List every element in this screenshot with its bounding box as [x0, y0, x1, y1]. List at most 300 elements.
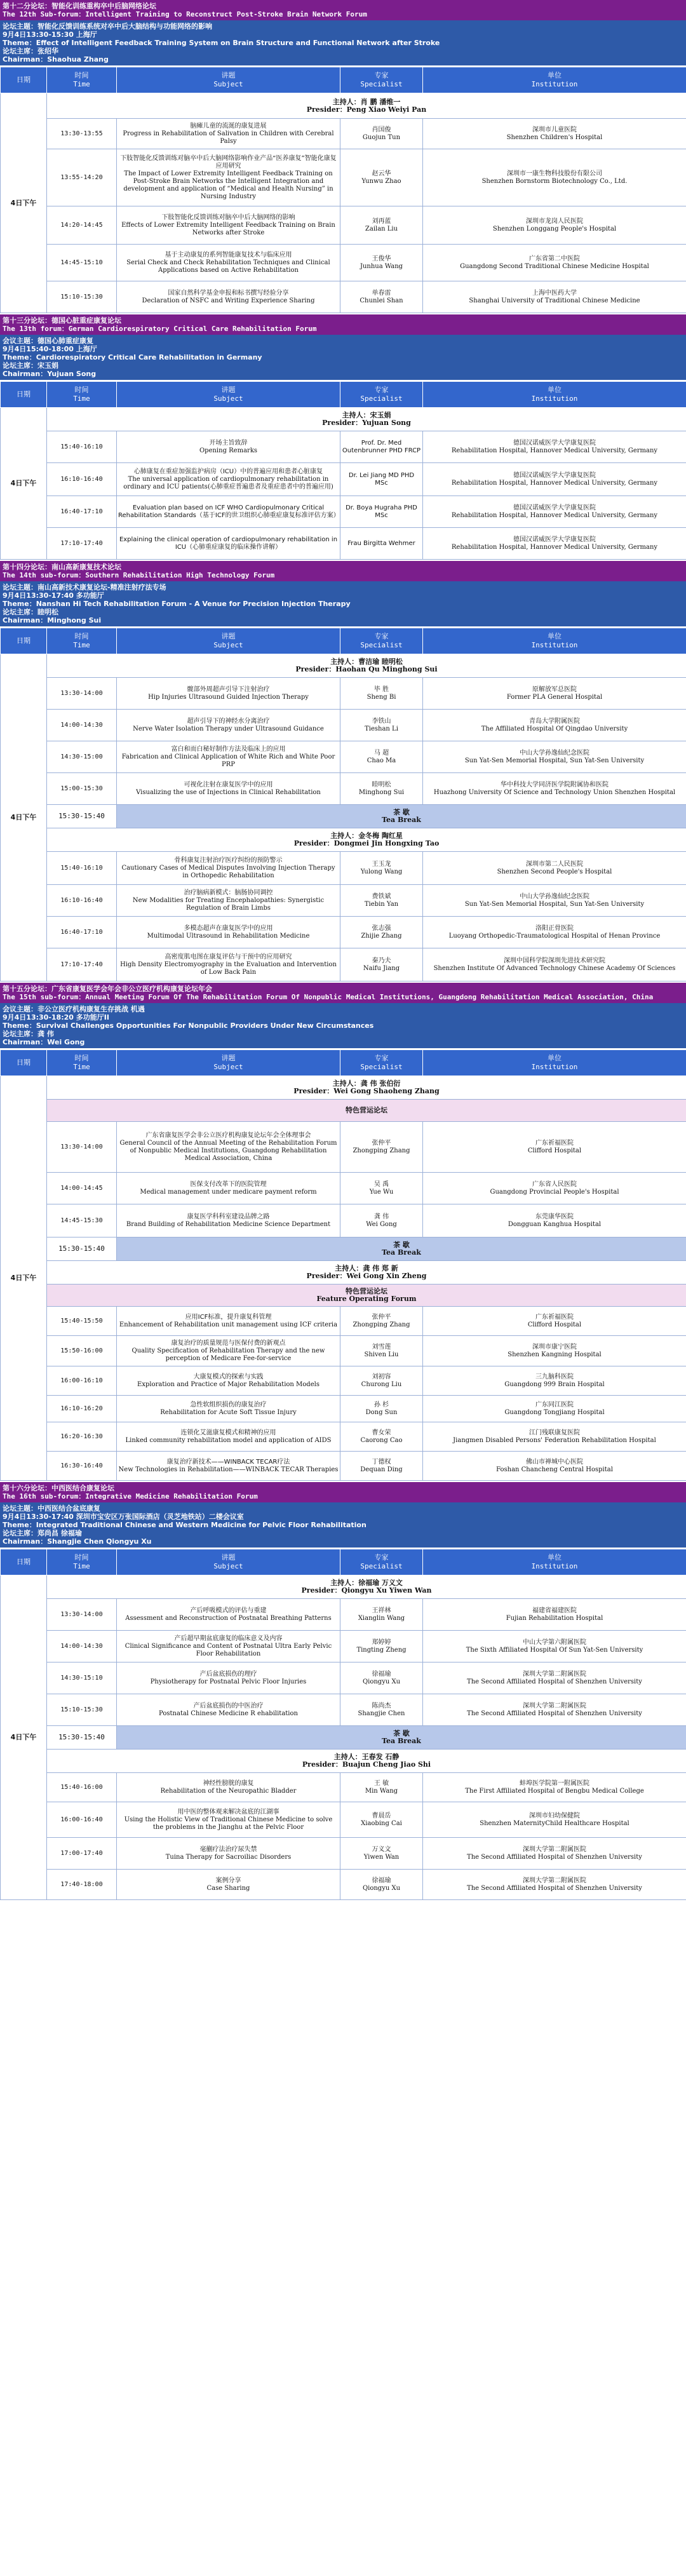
forum-title-cn: 第十六分论坛：中西医结合康复论坛 — [3, 1484, 114, 1492]
header-specialist-en: Specialist — [360, 1063, 403, 1071]
forum-title-en: The 15th sub-forum：Annual Meeting Forum Of The Rehabilitation Forum Of Nonpublic Medical Institutions, Guangdong Rehabilitation Medical Association, China — [3, 993, 654, 1001]
header-institution — [423, 628, 686, 654]
institution-cell-cn: 深圳大学第二附属医院 — [523, 1877, 586, 1884]
subject-cell-en: Opening Remarks — [199, 447, 258, 454]
time-cell: 14:30-15:10 — [47, 1662, 117, 1694]
institution-cell-en: Shenzhen Second People's Hospital — [497, 868, 612, 875]
subject-cell-cn: 康复治疗新技术——WINBACK TECAR疗法 — [166, 1458, 290, 1466]
institution-cell-en: Clifford Hospital — [527, 1321, 582, 1328]
subject-cell-en: General Council of the Annual Meeting of the Rehabilitation Forum of Nonpublic Medical Institutions, Guangdong Rehabilitation Medical Association, China — [119, 1139, 337, 1162]
cell-en: Tea Break — [382, 1248, 421, 1257]
subject-cell — [117, 773, 340, 805]
forum-info-line: Chairman：Shangjie Chen Qiongyu Xu — [3, 1537, 152, 1546]
subject-cell-en: New Technologies in Rehabilitation——WINBACK TECAR Therapies — [118, 1466, 339, 1473]
specialist-cell — [340, 917, 423, 948]
subject-cell-en: Effects of Lower Extremity Intelligent Feedback Training on Brain Networks after Stroke — [121, 221, 335, 236]
table-header-row — [1, 1050, 686, 1076]
cell-en: Presider：Wei Gong Shaoheng Zhang — [293, 1087, 440, 1095]
institution-cell — [423, 1694, 686, 1726]
cell-cn: 主持人：曹洁瑜 睦明松 — [330, 657, 403, 666]
forum-info-line: 论坛主题：中西医结合盆底康复 — [3, 1504, 100, 1513]
subject-cell-cn: 案例分享 — [215, 1877, 241, 1884]
specialist-cell-cn: 王玉龙 — [372, 860, 391, 868]
institution-cell-en: The Second Affiliated Hospital of Shenzhen University — [467, 1678, 642, 1685]
forum-title-en: The 16th sub-forum：Integrative Medicine Rehabilitation Forum — [3, 1492, 258, 1500]
presider-row — [1, 408, 686, 431]
institution-cell — [423, 773, 686, 805]
header-specialist-cn: 专家 — [374, 71, 389, 79]
header-time-cn: 时间 — [74, 386, 89, 394]
subject-cell — [117, 431, 340, 463]
specialist-cell-en: Wei Gong — [366, 1220, 397, 1228]
time-cell: 15:30-15:40 — [47, 805, 117, 828]
institution-cell-cn: 福建省福建医院 — [532, 1607, 577, 1614]
time-cell: 13:30-14:00 — [47, 678, 117, 710]
forum-info-line: Chairman：Shaohua Zhang — [3, 55, 109, 64]
session-row — [1, 119, 686, 149]
forum-info-line: 9月4日13:30-18:20 多功能厅II — [3, 1013, 109, 1022]
header-institution-en: Institution — [531, 80, 578, 88]
specialist-cell-cn: 赵云华 — [372, 170, 391, 177]
schedule-table — [0, 381, 686, 560]
subject-cell — [117, 1802, 340, 1838]
time-cell: 16:40-17:10 — [47, 917, 117, 948]
header-subject-cn: 讲题 — [221, 1054, 236, 1062]
specialist-cell-cn: 孙 杉 — [373, 1401, 389, 1408]
specialist-cell — [340, 1122, 423, 1173]
time-cell: 17:00-17:40 — [47, 1838, 117, 1870]
session-row — [1, 1173, 686, 1204]
institution-cell-en: Clifford Hospital — [527, 1147, 582, 1154]
cell-cn: 特色营运论坛 — [346, 1106, 387, 1114]
specialist-cell-en: Xianglin Wang — [358, 1614, 405, 1622]
presider-cell — [47, 408, 686, 431]
forum-info-line: 会议主题：德国心肺重症康复 — [3, 337, 93, 345]
date-cell: 4日下午 — [1, 408, 47, 560]
time-cell: 15:40-15:50 — [47, 1307, 117, 1336]
institution-cell-cn: 深圳市妇幼保健院 — [529, 1812, 580, 1819]
session-row — [1, 1422, 686, 1452]
header-subject — [117, 628, 340, 654]
specialist-cell-en: Dequan Ding — [360, 1466, 403, 1473]
time-cell: 14:20-14:45 — [47, 206, 117, 245]
forum-section — [0, 0, 686, 314]
specialist-cell — [340, 1307, 423, 1336]
presider-row — [1, 1261, 686, 1285]
specialist-cell-cn: 费铁斌 — [372, 893, 391, 900]
subject-cell-en: Visualizing the use of Injections in Clinical Rehabilitation — [136, 788, 321, 796]
forum-info-block — [0, 1502, 686, 1548]
time-cell: 15:10-15:30 — [47, 1694, 117, 1726]
header-institution — [423, 1549, 686, 1575]
header-specialist — [340, 382, 423, 408]
institution-cell-en: Shenzhen Institute Of Advanced Technology Chinese Academy Of Sciences — [433, 964, 676, 972]
time-cell: 16:30-16:40 — [47, 1452, 117, 1481]
session-row — [1, 281, 686, 313]
header-subject-en: Subject — [213, 394, 243, 403]
specialist-cell-cn: 张仲平 — [372, 1139, 391, 1147]
subject-cell-cn: 心肺康复在重症加强监护病房（ICU）中的普遍应用和患者心脏康复 — [133, 468, 323, 475]
specialist-cell — [340, 149, 423, 206]
institution-cell — [423, 1452, 686, 1481]
subject-cell-en: Rehabilitation for Acute Soft Tissue Injury — [160, 1408, 297, 1416]
specialist-cell-en: Qiongyu Xu — [362, 1678, 401, 1685]
specialist-cell — [340, 496, 423, 528]
cell-cn: 茶 歇 — [393, 808, 410, 816]
forum-info-line: 9月4日13:30-17:40 深圳市宝安区万张国际酒店（灵芝地铁站）二楼会议室 — [3, 1513, 244, 1521]
specialist-cell — [340, 1173, 423, 1204]
session-row — [1, 1773, 686, 1802]
specialist-cell-en: Yue Wu — [369, 1188, 394, 1196]
institution-cell-cn: 深圳市康宁医院 — [532, 1343, 577, 1351]
schedule-table — [0, 1049, 686, 1481]
institution-cell-cn: 青岛大学附属医院 — [529, 717, 580, 725]
subject-cell-cn: 开场主旨致辞 — [209, 439, 248, 447]
specialist-cell — [340, 1452, 423, 1481]
specialist-cell-cn: 曹女荣 — [372, 1429, 391, 1436]
subject-cell — [117, 463, 340, 496]
cell-en: Presider：Qiongyu Xu Yiwen Wan — [301, 1586, 432, 1595]
presider-cell — [47, 654, 686, 678]
tea-break-cell — [117, 1726, 686, 1750]
institution-cell-cn: 德国汉诺威医学大学康复医院 — [513, 471, 596, 479]
time-cell: 16:10-16:40 — [47, 885, 117, 917]
session-row — [1, 852, 686, 885]
session-row — [1, 496, 686, 528]
time-cell: 15:10-15:30 — [47, 281, 117, 313]
subject-cell — [117, 678, 340, 710]
subject-cell — [117, 1773, 340, 1802]
date-cell: 4日下午 — [1, 93, 47, 313]
institution-cell — [423, 1366, 686, 1396]
institution-cell-cn: 中山大学孙逸仙纪念医院 — [520, 893, 589, 900]
time-cell: 17:10-17:40 — [47, 528, 117, 560]
feature-row — [1, 1285, 686, 1307]
header-subject-en: Subject — [213, 80, 243, 88]
specialist-cell-en: Churong Liu — [361, 1380, 402, 1388]
specialist-cell — [340, 206, 423, 245]
session-row — [1, 917, 686, 948]
cell-en: Tea Break — [382, 816, 421, 824]
forum-title-band — [0, 1482, 686, 1502]
time-cell: 14:30-15:00 — [47, 741, 117, 773]
forum-section — [0, 983, 686, 1482]
header-institution — [423, 1050, 686, 1076]
institution-cell-cn: 洛阳正骨医院 — [535, 924, 574, 932]
header-subject — [117, 382, 340, 408]
header-subject-cn: 讲题 — [221, 386, 236, 394]
cell-en: Presider：Peng Xiao Weiyi Pan — [306, 105, 427, 114]
subject-cell-en: Using the Holistic View of Traditional Chinese Medicine to solve the problems in the Jianghu at the Pelvic Floor — [124, 1816, 333, 1831]
specialist-cell — [340, 1802, 423, 1838]
time-cell: 16:00-16:40 — [47, 1802, 117, 1838]
header-time — [47, 1050, 117, 1076]
header-specialist — [340, 1549, 423, 1575]
institution-cell-en: Guangdong Tongjiang Hospital — [504, 1408, 605, 1416]
presider-row — [1, 1575, 686, 1599]
header-time-en: Time — [73, 1063, 90, 1071]
specialist-cell — [340, 1662, 423, 1694]
specialist-cell — [340, 431, 423, 463]
institution-cell-cn: 深圳中国科学院深圳先进技术研究院 — [504, 957, 605, 964]
institution-cell-en: Luoyang Orthopedic-Traumatological Hospital of Henan Province — [448, 932, 661, 940]
presider-cell — [47, 1261, 686, 1285]
forum-title-band — [0, 314, 686, 335]
forum-title-band — [0, 561, 686, 581]
specialist-cell — [340, 710, 423, 741]
cell-en: Presider：Haohan Qu Minghong Sui — [295, 665, 438, 673]
specialist-cell-en: Zailan Liu — [365, 225, 398, 233]
cell-cn: 主持人：龚 伟 张伯衍 — [332, 1079, 401, 1088]
subject-cell-en: Declaration of NSFC and Writing Experience Sharing — [142, 297, 315, 304]
time-cell: 17:10-17:40 — [47, 948, 117, 981]
presider-row — [1, 654, 686, 678]
header-institution-en: Institution — [531, 1063, 578, 1071]
presider-row — [1, 828, 686, 852]
header-subject — [117, 1050, 340, 1076]
specialist-cell — [340, 1838, 423, 1870]
specialist-cell-en: Junhua Wang — [360, 262, 403, 270]
specialist-cell-cn: 张志强 — [372, 924, 391, 932]
cell-en: Tea Break — [382, 1737, 421, 1745]
specialist-cell-cn: 徐福瑜 — [372, 1877, 391, 1884]
specialist-cell-cn: 龚 伟 — [373, 1213, 389, 1220]
header-time-en: Time — [73, 80, 90, 88]
presider-row — [1, 1750, 686, 1773]
subject-cell-en: Tuina Therapy for Sacroiliac Disorders — [165, 1853, 292, 1861]
specialist-cell — [340, 1694, 423, 1726]
institution-cell — [423, 245, 686, 281]
subject-cell-cn: 应用ICF标准，提升康复科管理 — [185, 1313, 272, 1321]
cell-cn: 主持人：王春发 石静 — [333, 1753, 400, 1761]
institution-cell — [423, 1802, 686, 1838]
specialist-cell — [340, 678, 423, 710]
institution-cell — [423, 119, 686, 149]
institution-cell-cn: 深圳大学第二附属医院 — [523, 1670, 586, 1678]
institution-cell — [423, 1307, 686, 1336]
time-cell: 15:40-16:00 — [47, 1773, 117, 1802]
session-row — [1, 1631, 686, 1662]
specialist-cell-cn: 肖国俊 — [372, 126, 391, 133]
session-row — [1, 1366, 686, 1396]
schedule-table — [0, 1549, 686, 1900]
subject-cell-cn: 髋部外周超声引导下注射治疗 — [187, 685, 270, 693]
forum-info-line: 论坛主题：智能化反馈训练系统对卒中后大脑结构与功能网络的影响 — [3, 22, 212, 30]
subject-cell-en: Clinical Significance and Content of Postnatal Ultra Early Pelvic Floor Rehabilitation — [124, 1642, 332, 1657]
session-row — [1, 1336, 686, 1366]
institution-cell-cn: 江门残联康复医院 — [529, 1429, 580, 1436]
subject-cell-cn: 产后盆底损伤的理疗 — [199, 1670, 257, 1678]
specialist-cell-cn: Dr. Boya Hugraha PHD MSc — [346, 504, 417, 519]
institution-cell-en: Huazhong University Of Science and Technology Union Shenzhen Hospital — [433, 788, 676, 796]
institution-cell-en: Sun Yat-Sen Memorial Hospital, Sun Yat-Sen University — [464, 900, 645, 908]
specialist-cell-en: Zhongping Zhang — [353, 1147, 410, 1154]
institution-cell-cn: 深圳市儿童医院 — [532, 126, 577, 133]
specialist-cell — [340, 852, 423, 885]
presider-cell — [47, 828, 686, 852]
subject-cell-cn: 广东省康复医学会非公立医疗机构康复论坛年会全体理事会 — [145, 1131, 311, 1139]
time-cell: 17:40-18:00 — [47, 1870, 117, 1900]
specialist-cell-en: Tieshan Li — [365, 725, 398, 732]
subject-cell-cn: 毫蒯疗法治疗尿失禁 — [199, 1845, 257, 1853]
institution-cell-en: Foshan Chancheng Central Hospital — [496, 1466, 613, 1473]
subject-cell-en: High Density Electromyography in the Evaluation and Intervention of Low Back Pain — [120, 961, 337, 976]
header-date-cn: 日期 — [17, 1558, 30, 1566]
time-cell: 14:45-15:30 — [47, 1204, 117, 1237]
institution-cell — [423, 741, 686, 773]
specialist-cell-en: Caorong Cao — [360, 1436, 403, 1444]
subject-cell-en: Enhancement of Rehabilitation unit management using ICF criteria — [119, 1321, 338, 1328]
institution-cell-cn: 中山大学孙逸仙纪念医院 — [520, 749, 589, 757]
header-time-en: Time — [73, 641, 90, 649]
specialist-cell-cn: Frau Birgitta Wehmer — [347, 539, 415, 547]
institution-cell-en: The First Affiliated Hospital of Bengbu Medical College — [465, 1787, 644, 1795]
forum-info-line: Chairman：Wei Gong — [3, 1038, 85, 1046]
time-cell: 16:10-16:40 — [47, 463, 117, 496]
header-subject-en: Subject — [213, 641, 243, 649]
specialist-cell-en: Tiebin Yan — [364, 900, 399, 908]
session-row — [1, 741, 686, 773]
subject-cell-cn: 医保支付改革下的医院管理 — [190, 1180, 267, 1188]
time-cell: 15:30-15:40 — [47, 1237, 117, 1261]
institution-cell-en: Rehabilitation Hospital, Hannover Medical University, Germany — [451, 479, 658, 487]
presider-cell — [47, 1750, 686, 1773]
specialist-cell-en: Zhongping Zhang — [353, 1321, 410, 1328]
forum-title-en: The 13th forum：German Cardiorespiratory Critical Care Rehabilitation Forum — [3, 325, 317, 333]
session-row — [1, 1662, 686, 1694]
institution-cell-cn: 深圳大学第二附属医院 — [523, 1702, 586, 1709]
subject-cell-en: Quality Specification of Rehabilitation Therapy and the new perception of Medicare Fee-for-service — [131, 1347, 325, 1362]
subject-cell-cn: 神经性膀胱的康复 — [203, 1779, 254, 1787]
institution-cell-en: The Sixth Affiliated Hospital Of Sun Yat-Sen University — [466, 1646, 643, 1654]
subject-cell — [117, 1870, 340, 1900]
specialist-cell — [340, 1366, 423, 1396]
header-institution-en: Institution — [531, 1562, 578, 1570]
tea-break-cell — [117, 805, 686, 828]
time-cell: 13:55-14:20 — [47, 149, 117, 206]
header-time — [47, 382, 117, 408]
subject-cell — [117, 1173, 340, 1204]
institution-cell — [423, 496, 686, 528]
institution-cell-en: Shenzhen Longgang People's Hospital — [492, 225, 617, 233]
forum-section — [0, 1482, 686, 1901]
forum-title-band — [0, 983, 686, 1003]
header-date — [1, 1050, 47, 1076]
cell-en: Feature Operating Forum — [316, 1295, 417, 1303]
subject-cell — [117, 1631, 340, 1662]
session-row — [1, 1870, 686, 1900]
session-row — [1, 431, 686, 463]
cell-cn: 茶 歇 — [393, 1241, 410, 1249]
specialist-cell — [340, 1599, 423, 1631]
institution-cell-cn: 上海中医药大学 — [532, 289, 577, 297]
header-time-cn: 时间 — [74, 71, 89, 79]
subject-cell-cn: 基于主动康复的系列智能康复技术与临床应用 — [165, 251, 292, 259]
time-cell: 16:20-16:30 — [47, 1422, 117, 1452]
forum-title-cn: 第十四分论坛：南山高新康复技术论坛 — [3, 563, 121, 571]
forum-title-en: The 14th sub-forum：Southern Rehabilitation High Technology Forum — [3, 571, 275, 579]
forum-info-line: 论坛主席：宋玉娟 — [3, 361, 58, 370]
specialist-cell-cn: 马 超 — [373, 749, 389, 757]
institution-cell-cn: 深圳市第二人民医院 — [526, 860, 583, 868]
header-institution-en: Institution — [531, 641, 578, 649]
forum-info-line: Theme：Cardiorespiratory Critical Care Rehabilitation in Germany — [3, 353, 262, 361]
subject-cell — [117, 281, 340, 313]
institution-cell-cn: 德国汉诺威医学大学康复医院 — [513, 504, 596, 511]
tea-break-row — [1, 1726, 686, 1750]
specialist-cell — [340, 463, 423, 496]
institution-cell-cn: 原解放军总医院 — [532, 685, 577, 693]
subject-cell — [117, 1599, 340, 1631]
header-time — [47, 628, 117, 654]
specialist-cell — [340, 281, 423, 313]
subject-cell-en: Case Sharing — [206, 1884, 250, 1892]
institution-cell-cn: 广东省第二中医院 — [529, 255, 580, 262]
subject-cell — [117, 1366, 340, 1396]
specialist-cell-en: Yulong Wang — [360, 868, 403, 875]
institution-cell-cn: 德国汉诺威医学大学康复医院 — [513, 439, 596, 447]
subject-cell — [117, 528, 340, 560]
header-institution-cn: 单位 — [548, 71, 562, 79]
subject-cell-cn: 多模态超声在康复医学中的应用 — [184, 924, 273, 932]
header-specialist-en: Specialist — [360, 641, 403, 649]
time-cell: 14:45-15:10 — [47, 245, 117, 281]
subject-cell-cn: 急性软组织损伤的康复治疗 — [190, 1401, 267, 1408]
institution-cell-en: Rehabilitation Hospital, Hannover Medical University, Germany — [451, 447, 658, 454]
subject-cell — [117, 149, 340, 206]
header-specialist-cn: 专家 — [374, 386, 389, 394]
date-cell: 4日下午 — [1, 1575, 47, 1900]
institution-cell — [423, 1173, 686, 1204]
header-subject — [117, 1549, 340, 1575]
institution-cell-cn: 广东祈福医院 — [535, 1313, 574, 1321]
subject-cell-en: Nerve Water Isolation Therapy under Ultrasound Guidance — [133, 725, 324, 732]
cell-cn: 主持人：宋玉娟 — [342, 411, 391, 419]
date-cell: 4日下午 — [1, 654, 47, 981]
institution-cell — [423, 528, 686, 560]
subject-cell-en: Fabrication and Clinical Application of White Rich and White Poor PRP — [121, 753, 335, 768]
subject-cell-cn: 可视化注射在康复医学中的应用 — [184, 781, 273, 788]
institution-cell — [423, 463, 686, 496]
header-date — [1, 67, 47, 93]
time-cell: 16:00-16:10 — [47, 1366, 117, 1396]
specialist-cell-en: Qiongyu Xu — [362, 1884, 401, 1892]
header-specialist-cn: 专家 — [374, 632, 389, 640]
institution-cell — [423, 1838, 686, 1870]
institution-cell — [423, 1204, 686, 1237]
cell-en: Presider：Wei Gong Xin Zheng — [306, 1272, 427, 1280]
specialist-cell-en: Sheng Bi — [367, 693, 396, 701]
forum-title-cn: 第十三分论坛：德国心脏重症康复论坛 — [3, 316, 121, 325]
subject-cell — [117, 1694, 340, 1726]
table-header-row — [1, 628, 686, 654]
subject-cell-en: The Impact of Lower Extremity Intelligent Feedback Training on Post-Stroke Brain Networks the Intelligent Integration and development and application of “Medical and Health Nursing” in Nursing Industry — [123, 170, 333, 200]
subject-cell-en: Medical management under medicare payment reform — [140, 1188, 317, 1196]
header-specialist-cn: 专家 — [374, 1054, 389, 1062]
subject-cell — [117, 1452, 340, 1481]
specialist-cell-en: Shangjie Chen — [358, 1709, 405, 1717]
cell-cn: 主持人：金冬梅 陶红星 — [330, 832, 403, 840]
header-specialist-en: Specialist — [360, 1562, 403, 1570]
header-subject — [117, 67, 340, 93]
subject-cell-cn: 连锁化艾滋康复模式和精神的应用 — [180, 1429, 276, 1436]
subject-cell-cn: 产后超早期盆底康复的临床意义及内容 — [174, 1635, 283, 1642]
specialist-cell-cn: 睦明松 — [372, 781, 391, 788]
subject-cell — [117, 1336, 340, 1366]
table-header-row — [1, 1549, 686, 1575]
institution-cell — [423, 149, 686, 206]
subject-cell — [117, 1396, 340, 1422]
